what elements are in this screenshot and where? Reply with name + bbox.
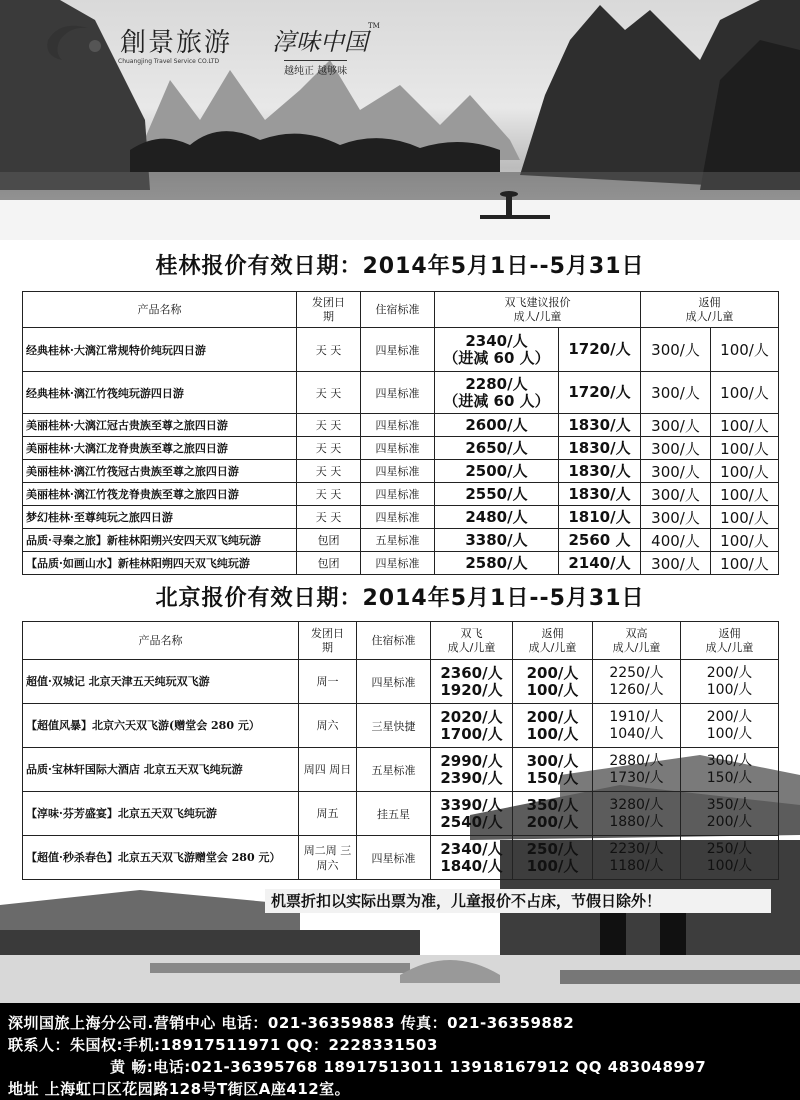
double-rail-price-child: 1730/人 (609, 769, 664, 786)
adult-price: 2600/人 (435, 414, 559, 437)
adult-price-note: （进减 60 人） (443, 391, 550, 410)
child-price: 1830/人 (559, 483, 641, 506)
double-rail-price-cell (593, 836, 681, 880)
col-double-flight (431, 622, 513, 660)
departure-schedule: 天 天 (297, 506, 361, 529)
departure-schedule: 包团 (297, 529, 361, 552)
rebate-1-child: 100/人 (526, 856, 579, 875)
double-rail-price-child: 1260/人 (609, 681, 664, 698)
rebate-adult: 300/人 (641, 483, 711, 506)
table-row (23, 552, 779, 575)
hotel-standard: 四星标准 (361, 552, 435, 575)
double-flight-price-cell (431, 836, 513, 880)
double-flight-price-adult: 2990/人 (440, 751, 503, 770)
departure-schedule: 天 天 (297, 414, 361, 437)
rebate-1-adult: 300/人 (526, 751, 579, 770)
col-double-rail-title: 双高 (625, 626, 648, 640)
table-row (23, 506, 779, 529)
double-rail-price-cell (593, 704, 681, 748)
double-rail-price-child: 1880/人 (609, 813, 664, 830)
col-departure: 发团日期 (297, 292, 361, 328)
adult-price: 2340/人 (465, 331, 528, 350)
header-landscape-photo (0, 0, 800, 240)
departure-schedule: 周四 周日 (299, 748, 357, 792)
col-rebate-1-sub: 成人/儿童 (528, 640, 577, 654)
table-row (23, 483, 779, 506)
product-name: 经典桂林·大漓江常规特价纯玩四日游 (23, 328, 297, 372)
rebate-child: 100/人 (711, 460, 779, 483)
guilin-price-table (22, 291, 779, 575)
child-price: 2140/人 (559, 552, 641, 575)
col-double-rail (593, 622, 681, 660)
rebate-1-child: 150/人 (526, 768, 579, 787)
departure-schedule: 天 天 (297, 460, 361, 483)
adult-price: 2550/人 (435, 483, 559, 506)
rebate-1-cell (513, 836, 593, 880)
double-flight-price-cell (431, 660, 513, 704)
table-row (23, 748, 779, 792)
contact-footer (0, 1003, 800, 1100)
col-double-rail-sub: 成人/儿童 (612, 640, 661, 654)
col-rebate-2-title: 返佣 (718, 626, 741, 640)
double-rail-price-adult: 3280/人 (609, 796, 664, 813)
partner-name: 淳味中国 (272, 28, 368, 56)
child-price: 1810/人 (559, 506, 641, 529)
rebate-child: 100/人 (711, 328, 779, 372)
rebate-adult: 400/人 (641, 529, 711, 552)
col-rebate (641, 292, 779, 328)
departure-schedule: 包团 (297, 552, 361, 575)
col-price (435, 292, 641, 328)
col-rebate-2 (681, 622, 779, 660)
double-flight-price-adult: 3390/人 (440, 795, 503, 814)
rebate-child: 100/人 (711, 506, 779, 529)
double-flight-price-adult: 2340/人 (440, 839, 503, 858)
adult-price: 2650/人 (435, 437, 559, 460)
hotel-standard: 四星标准 (361, 483, 435, 506)
rebate-2-cell (681, 660, 779, 704)
departure-schedule: 周一 (299, 660, 357, 704)
double-flight-price-child: 1840/人 (440, 856, 503, 875)
departure-schedule: 天 天 (297, 483, 361, 506)
child-price: 1830/人 (559, 437, 641, 460)
col-rebate-sub: 成人/儿童 (685, 309, 734, 323)
double-flight-price-child: 2390/人 (440, 768, 503, 787)
double-flight-price-child: 1920/人 (440, 680, 503, 699)
col-product-name: 产品名称 (23, 622, 299, 660)
table-row (23, 704, 779, 748)
rebate-1-cell (513, 704, 593, 748)
hotel-standard: 五星标准 (357, 748, 431, 792)
brand-logo (120, 22, 232, 59)
rebate-1-child: 100/人 (526, 724, 579, 743)
product-name: 经典桂林·漓江竹筏纯玩游四日游 (23, 372, 297, 414)
child-price: 1720/人 (559, 328, 641, 372)
rebate-2-cell (681, 704, 779, 748)
rebate-adult: 300/人 (641, 328, 711, 372)
double-rail-price-child: 1180/人 (609, 857, 664, 874)
rebate-adult: 300/人 (641, 552, 711, 575)
rebate-2-adult: 200/人 (706, 664, 753, 681)
table-row (23, 836, 779, 880)
hotel-standard: 四星标准 (361, 460, 435, 483)
col-price-title: 双飞建议报价 (504, 295, 571, 309)
address-line: 地址 上海虹口区花园路128号T街区A座412室。 (8, 1080, 351, 1098)
product-name: 【超值·秒杀春色】北京五天双飞游赠堂会 280 元） (23, 836, 299, 880)
product-name: 美丽桂林·漓江竹筏龙脊贵族至尊之旅四日游 (23, 483, 297, 506)
hotel-standard: 四星标准 (361, 372, 435, 414)
product-name: 【品质·如画山水】新桂林阳朔四天双飞纯玩游 (23, 552, 297, 575)
rebate-2-child: 100/人 (706, 725, 753, 742)
col-rebate-title: 返佣 (698, 295, 721, 309)
double-flight-price-cell (431, 748, 513, 792)
double-rail-price-adult: 2250/人 (609, 664, 664, 681)
table-header-row (23, 622, 779, 660)
adult-price: 2500/人 (435, 460, 559, 483)
child-price: 1830/人 (559, 460, 641, 483)
adult-price: 2280/人 (465, 374, 528, 393)
table-header-row (23, 292, 779, 328)
double-flight-price-cell (431, 704, 513, 748)
hotel-standard: 四星标准 (357, 836, 431, 880)
rebate-2-adult: 250/人 (706, 840, 753, 857)
product-name: 品质·寻秦之旅】新桂林阳朔兴安四天双飞纯玩游 (23, 529, 297, 552)
table-row (23, 460, 779, 483)
rebate-2-child: 100/人 (706, 681, 753, 698)
departure-schedule: 周二周 三周六 (299, 836, 357, 880)
rebate-2-cell (681, 836, 779, 880)
hotel-standard: 四星标准 (357, 660, 431, 704)
partner-slogan: 越纯正 越够味 (284, 60, 347, 77)
double-rail-price-adult: 2880/人 (609, 752, 664, 769)
table-row (23, 372, 779, 414)
double-rail-price-cell (593, 660, 681, 704)
rebate-1-child: 100/人 (526, 680, 579, 699)
rebate-2-adult: 350/人 (706, 796, 753, 813)
adult-price-cell (435, 328, 559, 372)
rebate-adult: 300/人 (641, 437, 711, 460)
departure-schedule: 周五 (299, 792, 357, 836)
departure-schedule: 天 天 (297, 328, 361, 372)
rebate-adult: 300/人 (641, 506, 711, 529)
rebate-child: 100/人 (711, 414, 779, 437)
col-double-flight-sub: 成人/儿童 (447, 640, 496, 654)
rebate-1-adult: 350/人 (526, 795, 579, 814)
beijing-section-title: 北京报价有效日期：2014年5月1日--5月31日 (155, 586, 645, 611)
child-price: 1830/人 (559, 414, 641, 437)
rebate-2-child: 150/人 (706, 769, 753, 786)
double-flight-price-adult: 2020/人 (440, 707, 503, 726)
rebate-child: 100/人 (711, 372, 779, 414)
partner-logo (272, 22, 380, 57)
rebate-child: 100/人 (711, 483, 779, 506)
table-row (23, 792, 779, 836)
rebate-1-adult: 200/人 (526, 663, 579, 682)
col-double-flight-title: 双飞 (460, 626, 483, 640)
ticket-notice: 机票折扣以实际出票为准，儿童报价不占床，节假日除外！ (265, 889, 771, 913)
rebate-2-adult: 300/人 (706, 752, 753, 769)
product-name: 【淳味·芬芳盛宴】北京五天双飞纯玩游 (23, 792, 299, 836)
rebate-1-adult: 250/人 (526, 839, 579, 858)
rebate-2-cell (681, 748, 779, 792)
child-price: 1720/人 (559, 372, 641, 414)
product-name: 美丽桂林·大漓江冠古贵族至尊之旅四日游 (23, 414, 297, 437)
departure-schedule: 周六 (299, 704, 357, 748)
col-product-name: 产品名称 (23, 292, 297, 328)
office-phone-line: 深圳国旅上海分公司.营销中心 电话：021-36359883 传真：021-36359882 (8, 1014, 575, 1032)
table-row (23, 660, 779, 704)
double-rail-price-cell (593, 748, 681, 792)
hotel-standard: 三星快捷 (357, 704, 431, 748)
rebate-2-child: 200/人 (706, 813, 753, 830)
beijing-price-table (22, 621, 779, 880)
rebate-1-cell (513, 660, 593, 704)
double-flight-price-cell (431, 792, 513, 836)
rebate-1-cell (513, 748, 593, 792)
hotel-standard: 挂五星 (357, 792, 431, 836)
rebate-child: 100/人 (711, 529, 779, 552)
table-row (23, 529, 779, 552)
table-row (23, 414, 779, 437)
adult-price: 3380/人 (435, 529, 559, 552)
product-name: 【超值风暴】北京六天双飞游(赠堂会 280 元） (23, 704, 299, 748)
child-price: 2560 人 (559, 529, 641, 552)
rebate-adult: 300/人 (641, 372, 711, 414)
product-name: 美丽桂林·大漓江龙脊贵族至尊之旅四日游 (23, 437, 297, 460)
contact-line-2: 黄 畅:电话:021-36395768 18917513011 13918167912 QQ 483048997 (110, 1058, 707, 1076)
col-price-sub: 成人/儿童 (513, 309, 562, 323)
double-rail-price-adult: 1910/人 (609, 708, 664, 725)
rebate-child: 100/人 (711, 437, 779, 460)
adult-price: 2580/人 (435, 552, 559, 575)
col-hotel: 住宿标准 (361, 292, 435, 328)
adult-price: 2480/人 (435, 506, 559, 529)
rebate-1-child: 200/人 (526, 812, 579, 831)
rebate-2-adult: 200/人 (706, 708, 753, 725)
product-name: 梦幻桂林·至尊纯玩之旅四日游 (23, 506, 297, 529)
rebate-1-adult: 200/人 (526, 707, 579, 726)
rebate-child: 100/人 (711, 552, 779, 575)
rebate-adult: 300/人 (641, 414, 711, 437)
table-row (23, 328, 779, 372)
guilin-section-title: 桂林报价有效日期：2014年5月1日--5月31日 (155, 254, 645, 279)
double-rail-price-child: 1040/人 (609, 725, 664, 742)
product-name: 超值·双城记 北京天津五天纯玩双飞游 (23, 660, 299, 704)
rebate-2-child: 100/人 (706, 857, 753, 874)
double-rail-price-adult: 2230/人 (609, 840, 664, 857)
product-name: 美丽桂林·漓江竹筏冠古贵族至尊之旅四日游 (23, 460, 297, 483)
rebate-2-cell (681, 792, 779, 836)
trademark-mark: TM (368, 22, 380, 30)
col-rebate-2-sub: 成人/儿童 (705, 640, 754, 654)
col-rebate-1-title: 返佣 (541, 626, 564, 640)
hotel-standard: 四星标准 (361, 506, 435, 529)
hotel-standard: 四星标准 (361, 328, 435, 372)
contact-line-1: 联系人：朱国权:手机:18917511971 QQ：2228331503 (8, 1036, 438, 1054)
hotel-standard: 五星标准 (361, 529, 435, 552)
double-rail-price-cell (593, 792, 681, 836)
col-rebate-1 (513, 622, 593, 660)
rebate-adult: 300/人 (641, 460, 711, 483)
double-flight-price-adult: 2360/人 (440, 663, 503, 682)
hotel-standard: 四星标准 (361, 414, 435, 437)
hotel-standard: 四星标准 (361, 437, 435, 460)
adult-price-cell (435, 372, 559, 414)
rebate-1-cell (513, 792, 593, 836)
adult-price-note: （进减 60 人） (443, 348, 550, 367)
departure-schedule: 天 天 (297, 372, 361, 414)
departure-schedule: 天 天 (297, 437, 361, 460)
table-row (23, 437, 779, 460)
product-name: 品质·宝林轩国际大酒店 北京五天双飞纯玩游 (23, 748, 299, 792)
col-departure: 发团日期 (299, 622, 357, 660)
double-flight-price-child: 2540/人 (440, 812, 503, 831)
double-flight-price-child: 1700/人 (440, 724, 503, 743)
brand-name: 創景旅游 (120, 28, 233, 58)
brand-subtitle: Chuangjing Travel Service CO.LTD (118, 58, 220, 65)
col-hotel: 住宿标准 (357, 622, 431, 660)
